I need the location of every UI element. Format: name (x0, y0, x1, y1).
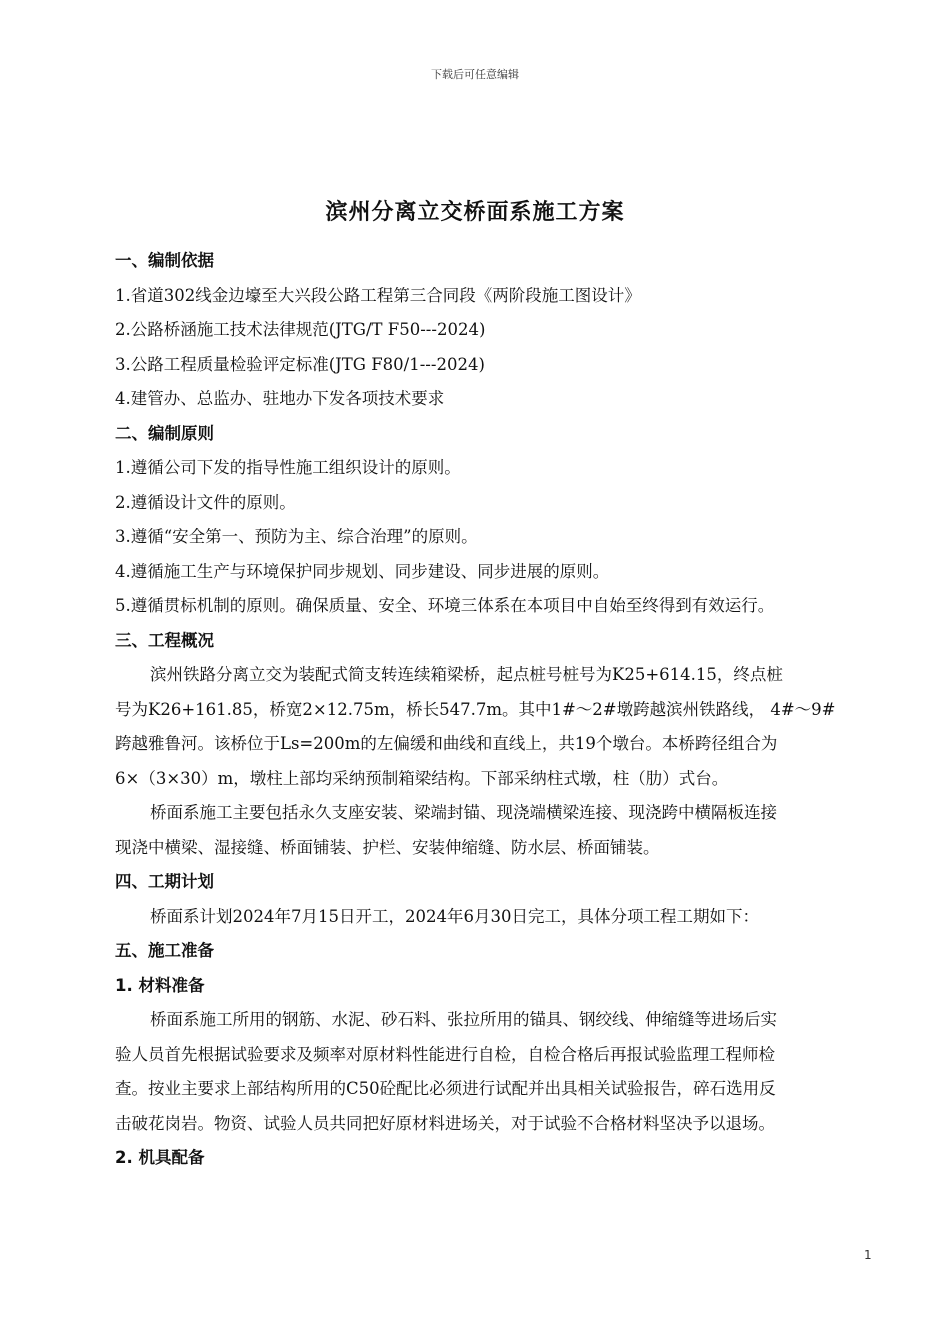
subheading-materials: 1. 材料准备 (115, 975, 205, 995)
section-heading-preparation: 五、施工准备 (115, 941, 214, 960)
principle-item: 3.遵循“安全第一、预防为主、综合治理”的原则。 (115, 527, 478, 546)
basis-item: 3.公路工程质量检验评定标准(JTG F80/1---2024) (115, 354, 485, 374)
page-number: 1 (864, 1248, 872, 1262)
materials-paragraph-line: 桥面系施工所用的钢筋、水泥、砂石料、张拉所用的锚具、钢绞线、伸缩缝等进场后实 (150, 1010, 777, 1029)
materials-paragraph-line: 击破花岗岩。物资、试验人员共同把好原材料进场关，对于试验不合格材料坚决予以退场。 (115, 1113, 775, 1133)
overview-paragraph-line: 跨越雅鲁河。该桥位于Ls=200m的左偏缓和曲线和直线上，共19个墩台。本桥跨径组合为 (115, 734, 778, 753)
materials-paragraph-line: 验人员首先根据试验要求及频率对原材料性能进行自检，自检合格后再报试验监理工程师检 (115, 1044, 775, 1064)
basis-item: 1.省道302线金边壕至大兴段公路工程第三合同段《两阶段施工图设计》 (115, 285, 641, 305)
subheading-equipment: 2. 机具配备 (115, 1148, 205, 1167)
section-heading-overview: 三、工程概况 (115, 630, 214, 650)
principle-item: 2.遵循设计文件的原则。 (115, 492, 296, 512)
basis-item: 4.建管办、总监办、驻地办下发各项技术要求 (115, 389, 445, 408)
overview-paragraph-line: 滨州铁路分离立交为装配式简支转连续箱梁桥，起点桩号桩号为K25+614.15，终点桩 (150, 665, 783, 684)
header-note: 下载后可任意编辑 (431, 68, 519, 81)
principle-item: 4.遵循施工生产与环境保护同步规划、同步建设、同步进展的原则。 (115, 561, 610, 581)
document-body (115, 244, 845, 1176)
basis-item: 2.公路桥涵施工技术法律规范(JTG/T F50---2024) (115, 320, 486, 339)
principle-item: 1.遵循公司下发的指导性施工组织设计的原则。 (115, 458, 461, 477)
overview-paragraph-line: 6×（3×30）m，墩柱上部均采纳预制箱梁结构。下部采纳柱式墩，柱（肋）式台。 (115, 768, 729, 788)
section-heading-schedule: 四、工期计划 (115, 872, 214, 891)
scope-paragraph-line: 现浇中横梁、湿接缝、桥面铺装、护栏、安装伸缩缝、防水层、桥面铺装。 (115, 837, 660, 857)
principle-item: 5.遵循贯标机制的原则。确保质量、安全、环境三体系在本项目中自始至终得到有效运行。 (115, 596, 775, 615)
schedule-paragraph: 桥面系计划2024年7月15日开工，2024年6月30日完工，具体分项工程工期如下： (150, 906, 759, 926)
document-title: 滨州分离立交桥面系施工方案 (325, 199, 625, 225)
overview-paragraph-line: 号为K26+161.85，桥宽2×12.75m，桥长547.7m。其中1#～2#墩跨越滨州铁路线， 4#～9# (115, 699, 836, 719)
section-heading-basis: 一、编制依据 (115, 251, 214, 270)
scope-paragraph-line: 桥面系施工主要包括永久支座安装、梁端封锚、现浇端横梁连接、现浇跨中横隔板连接 (150, 803, 777, 822)
section-heading-principles: 二、编制原则 (115, 423, 214, 443)
materials-paragraph-line: 查。按业主要求上部结构所用的C50砼配比必须进行试配并出具相关试验报告，碎石选用反 (115, 1079, 776, 1098)
